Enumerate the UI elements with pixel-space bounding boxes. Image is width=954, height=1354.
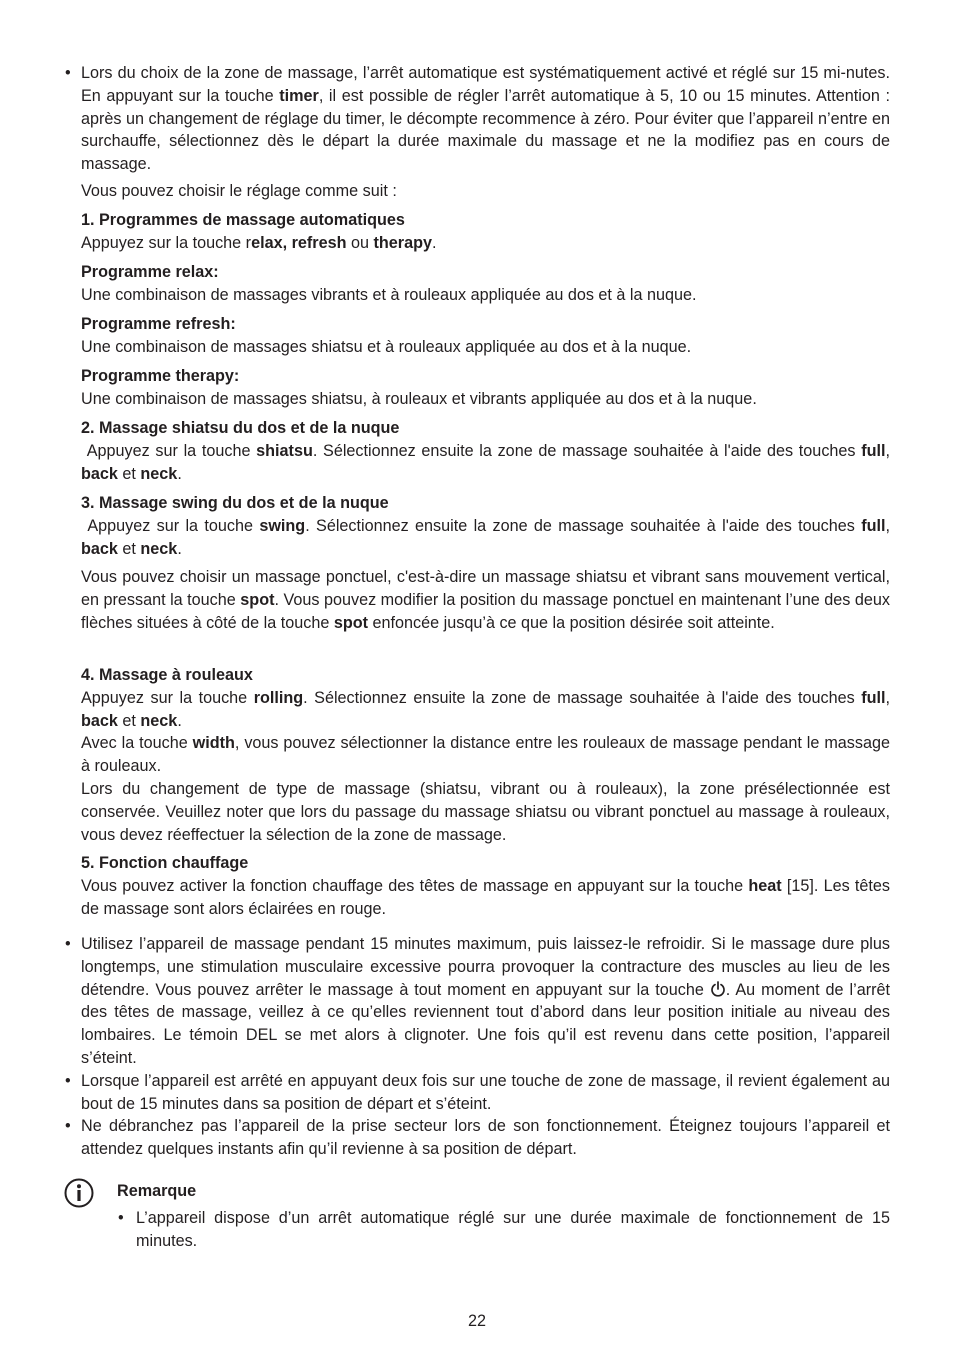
bullet-usage-limit — [65, 933, 890, 1070]
bullet-unplug — [65, 1115, 890, 1161]
section-title: 4. Massage à rouleaux — [81, 666, 253, 684]
section-title: 1. Programmes de massage automatiques — [81, 211, 405, 229]
intro-text: Vous pouvez choisir le réglage comme suit : — [81, 182, 397, 200]
page-number: 22 — [467, 1312, 486, 1330]
program-title: Programme therapy: — [81, 367, 240, 385]
power-icon — [710, 981, 726, 997]
program-title: Programme relax: — [81, 263, 219, 281]
section-auto-programs: 1. Programmes de massage automatiques Appuyez sur la touche relax, refresh ou therapy. — [81, 211, 437, 252]
note-item — [118, 1207, 890, 1253]
spot-paragraph: Vous pouvez choisir un massage ponctuel, c'est-à-dire un massage shiatsu et vibrant sans mouvement vertical, en pressant la touche spot. Vous pouvez modifier la position du massage ponctuel en maintenant l’une des deux flèches situées à côté de la touche spot enfoncée jusqu’à ce que la position désirée soit atteinte. — [81, 568, 890, 632]
bullet-dot: • — [65, 1072, 71, 1090]
program-refresh — [81, 313, 890, 359]
note-title: Remarque — [117, 1182, 197, 1200]
keyword-timer: timer — [279, 86, 319, 105]
section-rolling: 4. Massage à rouleaux Appuyez sur la touche rolling. Sélectionnez ensuite la zone de massage souhaitée à l'aide des touches full, back et neck. Avec la touche width, vous pouvez sélectionner la distance entre les rouleaux de massage pendant le massage à rouleaux. Lors du changement de type de massage (shiatsu, vibrant ou à rouleaux), la zone présélectionnée est conservée. Veuillez noter que lors du passage du massage shiatsu ou vibrant ponctuel au massage à rouleaux, vous devez réeffectuer la sélection de la zone de massage. — [81, 666, 890, 844]
bullet-text: Lorsque l’appareil est arrêté en appuyant deux fois sur une touche de zone de massage, il revient également au bout de 15 minutes dans sa position de départ et s’éteint. — [81, 1072, 890, 1113]
program-title: Programme refresh: — [81, 315, 236, 333]
bullet-dot: • — [65, 935, 71, 953]
info-icon — [64, 1178, 94, 1208]
section-swing: 3. Massage swing du dos et de la nuque Appuyez sur la touche swing. Sélectionnez ensuite la zone de massage souhaitée à l'aide des touches full, back et neck. — [81, 494, 895, 558]
section-title: 2. Massage shiatsu du dos et de la nuque — [81, 419, 400, 437]
bullet-text: Lors du choix de la zone de massage, l’arrêt automatique est systématiquement activé et réglé sur 15 mi-nutes. En appuyant sur la touche timer, il est possible de régler l’arrêt automatique à 5, 10 ou 15 minutes. Attention : après un changement de réglage du timer, le décompte recommence à zéro. Pour éviter que l’appareil n’entre en surchauffe, sélectionnez dès le départ la durée maximale du massage et ne la modifiez pas en cours de massage. — [81, 64, 890, 174]
program-description: Une combinaison de massages vibrants et à rouleaux appliquée au dos et à la nuque. — [81, 285, 697, 304]
note-text: L’appareil dispose d’un arrêt automatique réglé sur une durée maximale de fonctionnement de 15 minutes. — [136, 1209, 890, 1250]
bullet-text: Ne débranchez pas l’appareil de la prise secteur lors de son fonctionnement. Éteignez toujours l’appareil et attendez quelques instants afin qu’il revienne à sa position de départ. — [81, 1117, 890, 1158]
bullet-text: Utilisez l’appareil de massage pendant 15 minutes maximum, puis laissez-le refroidir. Si le massage dure plus longtemps, une stimulation musculaire excessive pourra provoquer la contracture des muscles au lieu de les détendre. Vous pouvez arrêter le massage à tout moment en appuyant sur la touche . Au moment de l’arrêt des têtes de massage, veillez à ce qu’elles reviennent tout d’abord dans leur position initiale au niveau des lombaires. Le témoin DEL se met alors à clignoter. Une fois qu’il est revenu dans cette position, l’appareil s’éteint. — [81, 935, 890, 1067]
section-title: 5. Fonction chauffage — [81, 854, 249, 872]
bullet-dot: • — [65, 64, 71, 82]
section-title: 3. Massage swing du dos et de la nuque — [81, 494, 389, 512]
program-therapy — [81, 365, 890, 411]
bullet-dot: • — [118, 1209, 124, 1227]
bullet-double-press — [65, 1070, 890, 1116]
bullet-auto-stop — [65, 62, 890, 176]
bullet-dot: • — [65, 1117, 71, 1135]
program-description: Une combinaison de massages shiatsu, à rouleaux et vibrants appliquée au dos et à la nuque. — [81, 389, 757, 408]
section-heat: 5. Fonction chauffage Vous pouvez activer la fonction chauffage des têtes de massage en appuyant sur la touche heat [15]. Les têtes de massage sont alors éclairées en rouge. — [81, 854, 890, 918]
program-description: Une combinaison de massages shiatsu et à rouleaux appliquée au dos et à la nuque. — [81, 337, 692, 356]
program-relax — [81, 261, 890, 307]
section-shiatsu: 2. Massage shiatsu du dos et de la nuque Appuyez sur la touche shiatsu. Sélectionnez ensuite la zone de massage souhaitée à l'aide des touches full, back et neck. — [81, 419, 895, 483]
